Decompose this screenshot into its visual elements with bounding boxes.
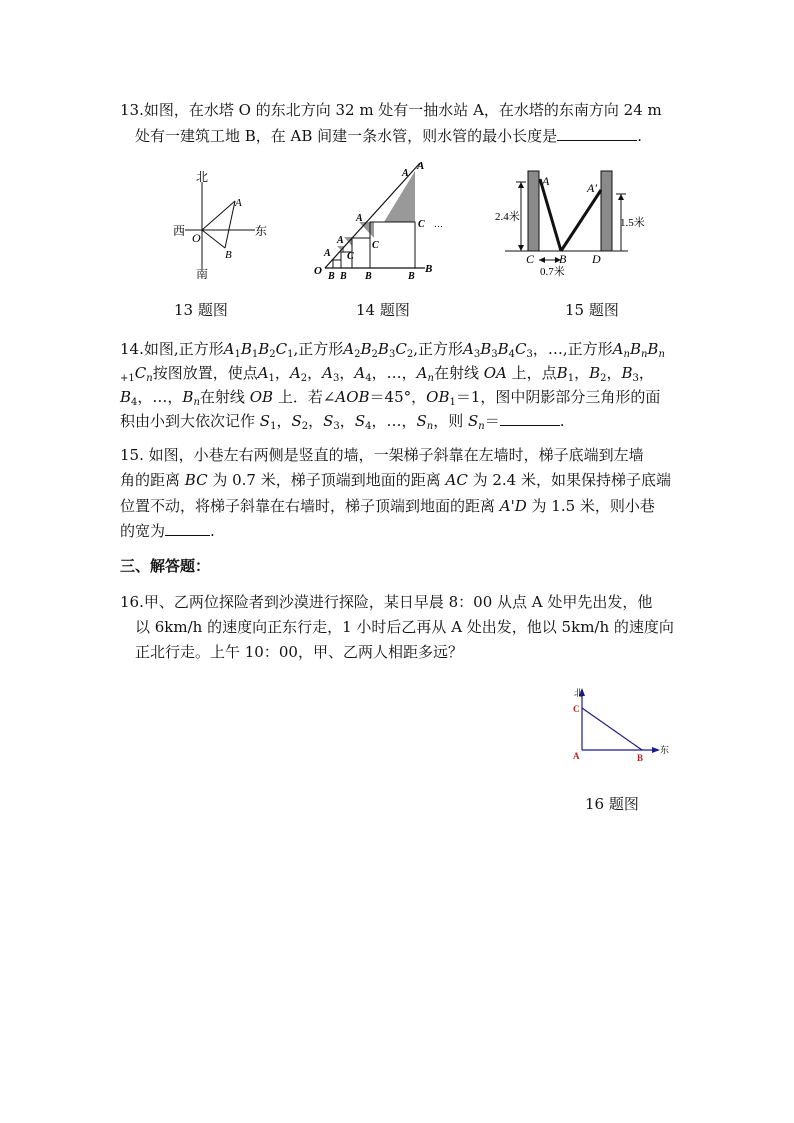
fig14-B2: B (340, 271, 347, 282)
q14-l3-post: 在射线 (199, 388, 245, 406)
q14-line3: $B_4$，…，$B_n$在射线 OB 上．若∠AOB＝45°，$OB_1=1$，图中阴影部分三角形的面 (120, 388, 661, 408)
q13-answer-blank[interactable] (557, 126, 637, 141)
q13-line2-end: . (637, 127, 642, 145)
q15-l3-post: 为 1.5 米，则小巷 (526, 497, 655, 515)
figure-13 (165, 168, 280, 283)
fig15-D: D (592, 252, 601, 266)
fig15-height-left: 2.4米 (495, 211, 520, 223)
fig16-B: B (637, 753, 644, 763)
caption-13: 13 题图 (174, 301, 228, 319)
caption-14: 14 题图 (356, 301, 410, 319)
fig14-A4: A (402, 168, 409, 179)
fig16-A: A (573, 751, 580, 761)
fig16-north: 北 (574, 688, 584, 698)
fig15-A: A (542, 174, 550, 188)
q14-l2-mid2: 上，点 (511, 364, 557, 382)
caption-15: 15 题图 (565, 301, 619, 319)
q14-l1-m3: ，…,正方形 (532, 340, 613, 358)
q14-answer-blank[interactable] (500, 411, 560, 426)
q14-l1-m1: ,正方形 (293, 340, 344, 358)
q15-line1: 15. 如图，小巷左右两侧是竖直的墙，一架梯子斜靠在左墙时，梯子底端到左墙 (120, 446, 644, 464)
fig16-C: C (573, 704, 580, 714)
q14-l4-post: ，则 (433, 412, 464, 430)
q13-line1: 13.如图，在水塔 O 的东北方向 32 m 处有一抽水站 A，在水塔的东南方向 24 m (120, 101, 662, 119)
caption-16: 16 题图 (585, 795, 639, 813)
fig14-C1: C (347, 251, 354, 262)
fig16-east: 东 (660, 745, 670, 755)
fig13-north: 北 (196, 170, 209, 184)
q15-l4-end: . (210, 522, 215, 540)
fig13-west: 西 (173, 224, 186, 238)
q13-line2 (135, 126, 642, 146)
q16-line1: 16.甲、乙两位探险者到沙漠进行探险，某日早晨 8：00 从点 A 处甲先出发，他 (120, 593, 653, 611)
q15-l2-mid: 为 0.7 米，梯子顶端到地面的距离 (207, 471, 446, 489)
fig13-B: B (225, 249, 232, 261)
q14-l2-post: 按图放置，使点 (152, 364, 258, 382)
q15-answer-blank[interactable] (165, 521, 210, 536)
q15-line4 (120, 521, 215, 541)
q15-l4-pre: 的宽为 (120, 522, 166, 540)
fig14-B1: B (328, 271, 335, 282)
q15-l2-post: 为 2.4 米，如果保持梯子底端 (467, 471, 671, 489)
q15-l3-ad: A'D (499, 497, 527, 515)
q13-line2-text: 处有一建筑工地 B，在 AB 间建一条水管，则水管的最小长度是 (135, 127, 558, 145)
q15-line2 (120, 470, 671, 490)
q15-line3 (120, 496, 655, 516)
q15-l2-ac: AC (445, 471, 468, 489)
q14-l4-end: . (559, 412, 565, 430)
fig13-O: O (192, 231, 201, 245)
q14-l1-m2: ,正方形 (413, 340, 463, 358)
fig14-A2: A (337, 235, 344, 246)
q15-l2-pre: 角的距离 (120, 471, 185, 489)
figure-16 (570, 684, 670, 769)
q15-l2-bc: BC (184, 471, 208, 489)
q14-l4-eq: ＝ (484, 412, 500, 430)
fig14-C2: C (372, 240, 379, 251)
fig14-A3: A (356, 213, 363, 224)
q16-line2: 以 6km/h 的速度向正东行走，1 小时后乙再从 A 处出发，他以 5km/h 的速度向 (135, 618, 674, 636)
fig15-bc-length: 0.7米 (540, 266, 565, 278)
fig15-B: B (559, 252, 567, 266)
q14-l2-mid: 在射线 (433, 364, 479, 382)
q14-line4: 积由小到大依次记作 $S_1$，$S_2$，$S_3$，$S_4$，…，$S_n$，则 $S_n=$ . (120, 412, 565, 432)
fig14-C3: C (418, 219, 425, 230)
fig13-south: 南 (196, 267, 209, 281)
q14-l1-pre: 14.如图,正方形 (120, 340, 224, 358)
q14-line1: 14.如图,正方形$A_1B_1B_2C_1$,正方形$A_2B_2B_3C_2$,正方形$A_3B_3B_4C_3$，…,正方形$A_nB_nB_n$ (120, 340, 665, 360)
figure-14 (310, 158, 445, 283)
q14-l4-pre: 积由小到大依次记作 (120, 412, 256, 430)
fig15-height-right: 1.5米 (620, 217, 645, 229)
q15-l3-pre: 位置不动，将梯子斜靠在右墙时，梯子顶端到地面的距离 (120, 497, 500, 515)
fig14-A: A (417, 160, 425, 172)
fig14-O: O (314, 265, 322, 277)
fig15-C: C (526, 252, 535, 266)
fig14-A1: A (324, 248, 331, 259)
fig14-B3: B (365, 271, 372, 282)
q14-l3-eq1: ＝45°， (369, 388, 427, 406)
figure-15 (495, 168, 660, 283)
q16-line3: 正北行走。上午 10：00，甲、乙两人相距多远？ (135, 643, 463, 661)
fig15-A-prime: A′ (587, 181, 597, 195)
section-3-heading: 三、解答题： (120, 557, 211, 575)
fig14-dots: … (434, 219, 443, 229)
q14-line2: $_{+1}C_n$按图放置，使点$A_1$，$A_2$，$A_3$，$A_4$，…，$A_n$在射线 OA 上，点$B_1$，$B_2$，$B_3$， (120, 364, 654, 384)
fig13-east: 东 (255, 224, 268, 238)
fig14-B: B (425, 263, 433, 275)
fig14-B4: B (408, 271, 415, 282)
fig13-A: A (235, 197, 242, 209)
q14-l3-eq2: ＝1，图中阴影部分三角形的面 (455, 388, 661, 406)
q14-l3-mid: 上．若∠ (277, 388, 336, 406)
